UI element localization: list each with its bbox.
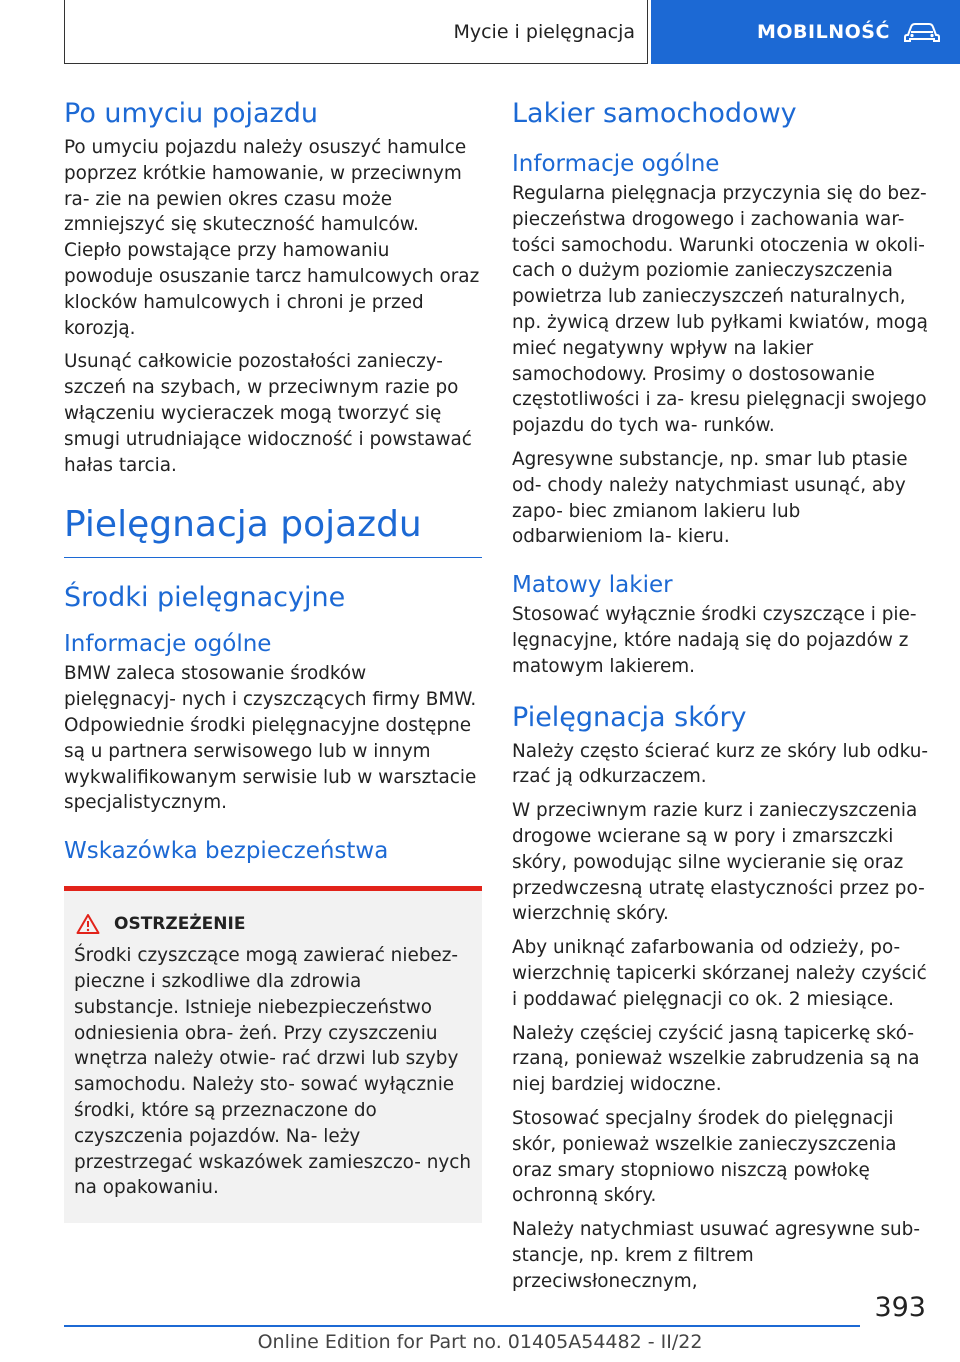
footer-divider [64,1325,860,1327]
heading-after-wash: Po umyciu pojazdu [64,98,318,129]
heading-matte-paint: Matowy lakier [512,572,673,599]
footer-edition: Online Edition for Part no. 01405A54482 - II/22 [257,1331,703,1353]
section-title: Mycie i pielęgnacja [453,20,635,43]
warning-title: OSTRZEŻENIE [74,913,472,935]
chapter-title: MOBILNOŚĆ [757,21,890,43]
warning-box [64,886,482,1223]
warning-triangle-icon [76,913,100,935]
heading-safety-note: Wskazówka bezpieczeństwa [64,838,389,865]
paragraph: Regularna pielęgnacja przyczynia się do bez- pieczeństwa drogowego i zachowania war- tości samochodu. Warunki otoczenia w okoli- cach o dużym poziomie zanieczyszczenia powietrza lub zanieczyszczeń naturalnych, np. żywicą drzew lub pyłkami kwiatów, mogą mieć negatywny wpływ na lakier samochodowy. Prosimy o dostosowanie częstotliwości i za- kresu pielęgnacji swojego pojazdu do tych wa- runków. [512,183,928,437]
heading-care-products: Środki pielęgnacyjne [64,582,346,614]
heading-leather-care: Pielęgnacja skóry [512,701,747,733]
right-column [512,98,930,1294]
heading-paint: Lakier samochodowy [512,98,797,129]
header-chapter-tab [651,0,960,64]
paragraph: Usunąć całkowicie pozostałości zanieczy- szczeń na szybach, w przeciwnym razie po włączeniu wycieraczek mogą tworzyć się smugi utrudniające widoczność i powstawać hałas tarcia. [64,351,472,476]
paragraph: BMW zaleca stosowanie środków pielęgnacyj- nych i czyszczących firmy BMW. Odpowiednie środki pielęgnacyjne dostępne są u partnera serwisowego lub w innym wykwalifikowanym serwisie lub w warsztacie specjalistycznym. [64,663,477,814]
paragraph: Stosować specjalny środek do pielęgnacji skór, ponieważ wszelkie zanieczyszczenia oraz smary stopniowo niszczą powłokę ochronną skóry. [512,1107,897,1207]
paragraph: Agresywne substancje, np. smar lub ptasie od- chody należy natychmiast usunąć, aby zapo- biec zmianom lakieru lub odbarwieniom la- kieru. [512,448,908,548]
paragraph: Należy natychmiast usuwać agresywne sub- stancje, np. krem z filtrem przeciwsłonecznym, [512,1219,920,1292]
paragraph: Aby uniknąć zafarbowania od odzieży, po- wierzchnię tapicerki skórzanej należy czyścić i poddawać pielęgnacji co ok. 2 miesiące. [512,937,927,1010]
paragraph: Należy częściej czyścić jasną tapicerkę skó- rzaną, ponieważ wszelkie zabrudzenia są na niej bardziej widoczne. [512,1022,920,1096]
heading-general-info: Informacje ogólne [512,151,720,177]
paragraph: Po umyciu pojazdu należy osuszyć hamulce poprzez krótkie hamowanie, w przeciwnym ra- zie na pewien okres czasu może zmniejszyć się skuteczność hamulców. Ciepło powstające przy hamowaniu powoduje osuszanie tarcz hamulcowych oraz klocków hamulcowych i chroni je przed korozją. [64,137,480,339]
heading-general-info: Informacje ogólne [64,631,272,658]
heading-vehicle-care: Pielęgnacja pojazdu [64,504,482,558]
header-section-title [64,0,648,64]
page-number: 393 [874,1292,926,1323]
paragraph: Należy często ścierać kurz ze skóry lub odku- rzać ją odkurzaczem. [512,740,929,788]
paragraph: Stosować wyłącznie środki czyszczące i pie- lęgnacyjne, które nadają się do pojazdów z matowym lakierem. [512,604,917,677]
warning-text: Środki czyszczące mogą zawierać niebez- pieczne i szkodliwe dla zdrowia substancje. Istnieje niebezpieczeństwo odniesienia obra- żeń. Przy czyszczeniu wnętrza należy otwie- rać drzwi lub szyby samochodu. Należy sto- sować wyłącznie środki, które są przeznaczone do czyszczenia pojazdów. Na- leży przestrzegać wskazówek zamieszczo- nych na opakowaniu. [74,945,472,1199]
paragraph: W przeciwnym razie kurz i zanieczyszczenia drogowe wcierane są w pory i zmarszczki skóry, powodując silne wycieranie się oraz przedwczesną utratę elastyczności przez po- wierzchnię skóry. [512,800,925,925]
left-column [64,98,482,1223]
car-icon [904,21,940,43]
